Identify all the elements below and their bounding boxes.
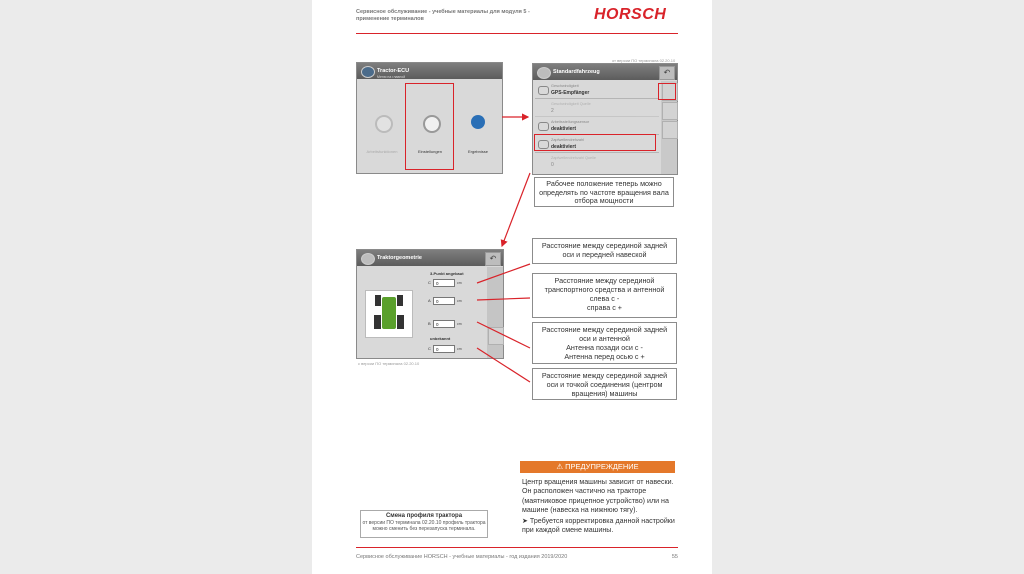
screen2-title: Standardfahrzeug bbox=[553, 69, 600, 75]
header-title-line2: применение терминалов bbox=[356, 16, 424, 22]
note-text: от версии ПО терминала 02.20.10 профиль трактора можно сменить без перезапуска терминала. bbox=[362, 519, 486, 532]
screen1-subtitle: Меню на главной bbox=[377, 75, 406, 79]
hitch-point-distance-input[interactable]: 0 bbox=[433, 345, 455, 353]
field-letter: B bbox=[428, 321, 431, 326]
warning-title: ПРЕДУПРЕЖДЕНИЕ bbox=[565, 462, 639, 471]
warning-header bbox=[520, 461, 675, 473]
back-button[interactable]: ↶ bbox=[659, 66, 675, 80]
row-key: Geschwindigkeit bbox=[551, 84, 579, 88]
top-note: от версии ПО терминала 02.20.10 bbox=[612, 58, 676, 63]
note-title: Смена профиля трактора bbox=[385, 513, 463, 519]
screen1-title: Tractor-ECU bbox=[377, 68, 410, 74]
unit-label: cm bbox=[457, 299, 462, 303]
field-letter: C bbox=[428, 280, 431, 285]
horsch-logo: HORSCH bbox=[594, 6, 667, 23]
arrow-callout-3 bbox=[477, 322, 530, 348]
page-footer bbox=[356, 554, 678, 560]
row-value: GPS-Empfänger bbox=[551, 90, 590, 96]
warning-bullet bbox=[522, 517, 678, 536]
callout-hitch-point: Расстояние между серединой задней оси и точкой соединения (центром вращения) машины bbox=[532, 368, 677, 400]
row-key: Zapfwellendrehzahl bbox=[551, 138, 584, 142]
antenna-longitudinal-input[interactable]: 0 bbox=[433, 320, 455, 328]
group-label-unknown: unbekannt bbox=[430, 336, 451, 341]
row-value: deaktiviert bbox=[551, 144, 577, 150]
footer-text: Сервисное обслуживание HORSCH - учебные материалы - год издания 2019/2020 bbox=[356, 554, 568, 560]
warning-bullet-text: Требуется корректировка данной настройки при каждой смене машины. bbox=[522, 517, 675, 535]
document-page bbox=[312, 0, 712, 574]
callout-front-hitch: Расстояние между серединой задней оси и передней навеской bbox=[532, 238, 677, 264]
group-label-3point: 3-Punkt angebaut bbox=[430, 271, 464, 276]
note-box bbox=[360, 510, 488, 538]
row-value: 2 bbox=[551, 108, 554, 114]
footer-divider bbox=[356, 547, 678, 548]
row-key: Arbeitsstellungssensor bbox=[551, 120, 590, 124]
field-letter: C bbox=[428, 346, 431, 351]
row-value: deaktiviert bbox=[551, 126, 577, 132]
warning-text: Центр вращения машины зависит от навески. Он расположен частично на тракторе (маятниковое прицепное устройство) или на машине (навеска на нижнюю тягу). bbox=[522, 478, 674, 514]
unit-label: cm bbox=[457, 347, 462, 351]
unit-label: cm bbox=[457, 322, 462, 326]
warning-body bbox=[522, 478, 678, 536]
row-value: 0 bbox=[551, 162, 554, 168]
arrow-callout-1 bbox=[477, 264, 530, 283]
screen3-title: Traktorgeometrie bbox=[377, 255, 422, 261]
screen3-footnote: с версии ПО терминала 02.20.10 bbox=[358, 361, 420, 366]
back-button[interactable]: ↶ bbox=[485, 252, 501, 266]
tile-label: Ergebnisse bbox=[467, 149, 488, 154]
arrow-callout-4 bbox=[477, 348, 530, 382]
callout-antenna-lateral: Расстояние между серединой транспортного средства и антенной слева с - справа с + bbox=[532, 273, 677, 318]
unit-label: cm bbox=[457, 281, 462, 285]
field-letter: A bbox=[428, 298, 431, 303]
callout-pto: Рабочее положение теперь можно определять по частоте вращения вала отбора мощности bbox=[534, 177, 674, 207]
tile-label: Einstellungen bbox=[417, 149, 443, 154]
callout-antenna-longitudinal: Расстояние между серединой задней оси и антенной Антенна позади оси с - Антенна перед осью с + bbox=[532, 322, 677, 364]
front-hitch-distance-input[interactable]: 0 bbox=[433, 279, 455, 287]
row-key: Geschwindigkeit Quelle bbox=[551, 102, 591, 106]
antenna-lateral-input[interactable]: 0 bbox=[433, 297, 455, 305]
header-title-line1: Сервисное обслуживание - учебные материалы для модуля 5 - bbox=[356, 9, 530, 15]
tile-label: Arbeitsfunktionen bbox=[366, 149, 398, 154]
row-key: Zapfwellendrehzahl Quelle bbox=[551, 156, 596, 160]
arrow-callout-2 bbox=[477, 298, 530, 300]
bullet-arrow-icon: ➤ bbox=[522, 517, 530, 526]
arrow-to-geometry bbox=[502, 173, 530, 246]
warning-icon: ⚠ bbox=[556, 462, 566, 471]
page-number: 55 bbox=[671, 554, 678, 560]
